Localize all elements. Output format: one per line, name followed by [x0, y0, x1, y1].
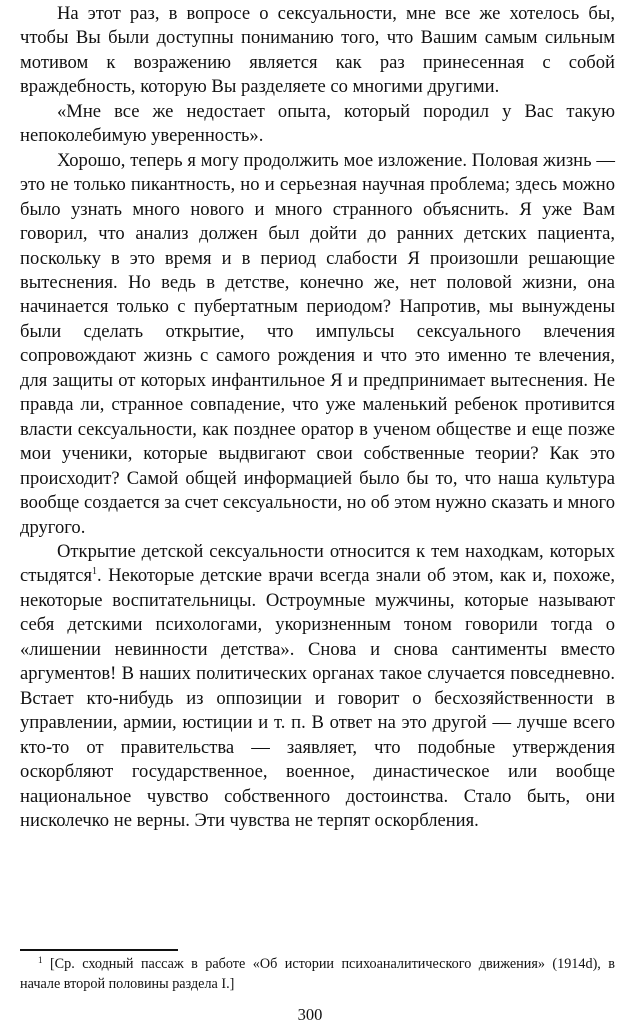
- footnote-reference-mark: 1: [92, 566, 98, 578]
- paragraph-3: Хорошо, теперь я могу продолжить мое изложение. Половая жизнь — это не только пикантность, но и серьезная научная проблема; здесь можно было узнать много нового и много странного объяснить. Я уже Вам говорил, что анализ должен был дойти до ранних детских пациента, поскольку в это время и в период слабости Я произошли решающие вытеснения. Но ведь в детстве, конечно же, нет половой жизни, она начинается только с пубертатным периодом? Напротив, мы вынуждены были сделать открытие, что импульсы сексуального влечения сопровождают жизнь с самого рождения и что это именно те влечения, для защиты от которых инфантильное Я и предпринимает вытеснения. Не правда ли, странное совпадение, что уже маленький ребенок противится власти сексуальности, как позднее оратор в ученом обществе и еще позже мои ученики, которые выдвигают свои собственные теории? Как это происходит? Самой общей информацией было бы то, что наша культура вообще создается за счет сексуальности, но об этом нужно сказать и много другого.: [20, 149, 615, 538]
- paragraph-1: На этот раз, в вопросе о сексуальности, мне все же хотелось бы, чтобы Вы были доступны пониманию того, что Вашим самым сильным мотивом к возражению является как раз принесенная с собой враждебность, которую Вы разделяете со многими другими.: [20, 3, 615, 98]
- footnote-text: [Ср. сходный пассаж в работе «Об истории психоаналитического движения» (1914d), в начале второй половины раздела I.]: [20, 956, 616, 992]
- footnote-mark: 1: [38, 955, 43, 965]
- footnote: [20, 955, 615, 994]
- paragraph-4-rest: . Некоторые детские врачи всегда знали об этом, как и, похоже, некоторые воспитательницы. Остроумные мужчины, которые называют себя детскими психологами, укоризненным тоном говорили тогда о «лишении невинности детства». Снова и снова сантименты вместо аргументов! В наших политических органах такое случается повседневно. Встает кто-нибудь из оппозиции и говорит о бесхозяйственности в управлении, армии, юстиции и т. п. В ответ на это другой — лучше всего кто-то от правительства — заявляет, что подобные утверждения оскорбляют государственное, военное, династическое или вообще национальное чувство собственного достоинства. Стало быть, они нисколечко не верны. Эти чувства не терпят оскорбления.: [20, 565, 615, 831]
- paragraph-2-quote: «Мне все же недостает опыта, который породил у Вас такую непоколебимую уверенность».: [20, 100, 615, 147]
- main-text: [20, 2, 615, 833]
- paragraph-4-start: Открытие детской сексуальности относится к тем находкам, которых стыдятся: [20, 540, 615, 587]
- footnote-divider: [20, 949, 178, 951]
- page-number: 300: [297, 1005, 323, 1024]
- paragraph-4: [20, 540, 615, 833]
